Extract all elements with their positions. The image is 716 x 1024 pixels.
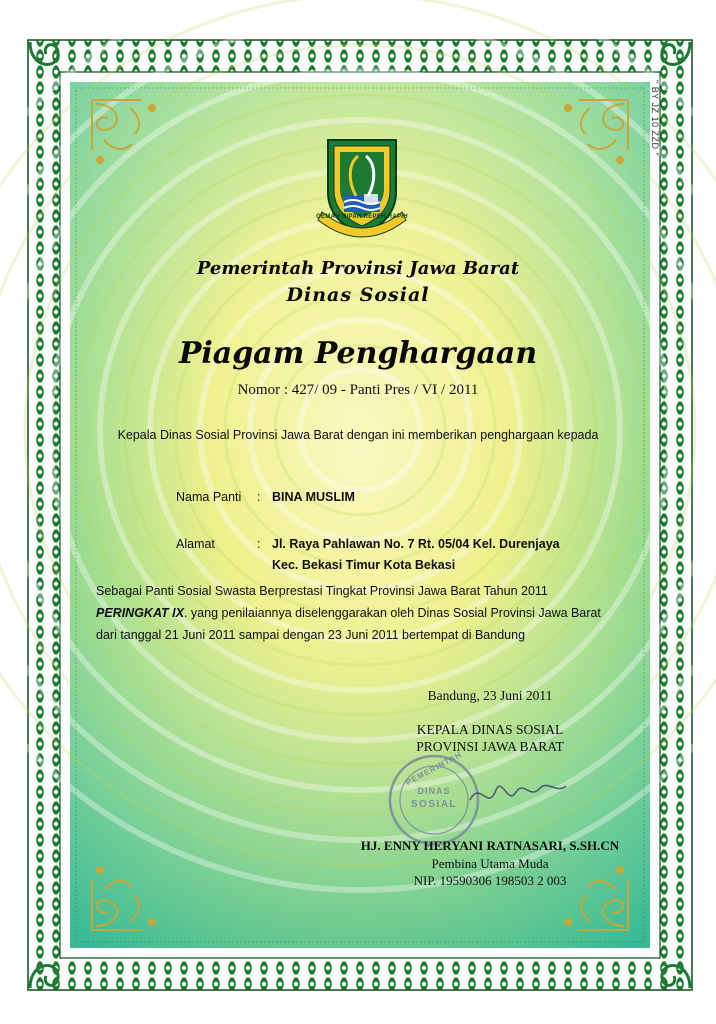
body-line-3: dari tanggal 21 Juni 2011 sampai dengan 23 Juni 2011 bertempat di Bandung bbox=[96, 628, 526, 642]
west-java-emblem bbox=[318, 140, 406, 237]
body-line-2-rest: . yang penilaiannya diselenggarakan oleh Dinas Sosial Provinsi Jawa Barat bbox=[183, 606, 601, 620]
address-separator: : bbox=[257, 537, 261, 551]
name-value: BINA MUSLIM bbox=[272, 490, 355, 504]
signatory-rank: Pembina Utama Muda bbox=[431, 856, 549, 871]
stamp-top-text: PEMERINTAH bbox=[404, 749, 464, 788]
stamp-mid-text-1: DINAS bbox=[417, 786, 451, 796]
certificate-intro: Kepala Dinas Sosial Provinsi Jawa Barat dengan ini memberikan penghargaan kepada bbox=[117, 428, 599, 442]
address-label: Alamat bbox=[176, 537, 215, 551]
emblem-motto: GEMAH RIPAH REPEH RAPIH bbox=[316, 214, 408, 220]
certificate-number: Nomor : 427/ 09 - Panti Pres / VI / 2011 bbox=[237, 382, 479, 398]
signatory-nip: NIP. 19590306 198503 2 003 bbox=[413, 873, 567, 888]
office-line-2: PROVINSI JAWA BARAT bbox=[416, 739, 564, 754]
office-line-1: KEPALA DINAS SOSIAL bbox=[416, 722, 564, 737]
stamp-mid-text-2: SOSIAL bbox=[410, 799, 458, 810]
address-line-2: Kec. Bekasi Timur Kota Bekasi bbox=[272, 558, 456, 572]
address-line-1: Jl. Raya Pahlawan No. 7 Rt. 05/04 Kel. Durenjaya bbox=[272, 537, 560, 551]
watermark-text: " BY JZ 10 ZZD " bbox=[650, 80, 660, 157]
name-separator: : bbox=[257, 490, 261, 504]
rank-text: PERINGKAT IX bbox=[96, 606, 184, 620]
agency-name: Dinas Sosial bbox=[286, 284, 430, 306]
signatory-name: HJ. ENNY HERYANI RATNASARI, S.SH.CN bbox=[360, 838, 620, 853]
body-line-2 bbox=[96, 606, 656, 620]
government-name: Pemerintah Provinsi Jawa Barat bbox=[196, 258, 520, 279]
certificate-title: Piagam Penghargaan bbox=[178, 336, 538, 371]
name-label: Nama Panti bbox=[176, 490, 242, 504]
place-date: Bandung, 23 Juni 2011 bbox=[427, 688, 553, 703]
body-line-1: Sebagai Panti Sosial Swasta Berprestasi Tingkat Provinsi Jawa Barat Tahun 2011 bbox=[96, 584, 548, 598]
